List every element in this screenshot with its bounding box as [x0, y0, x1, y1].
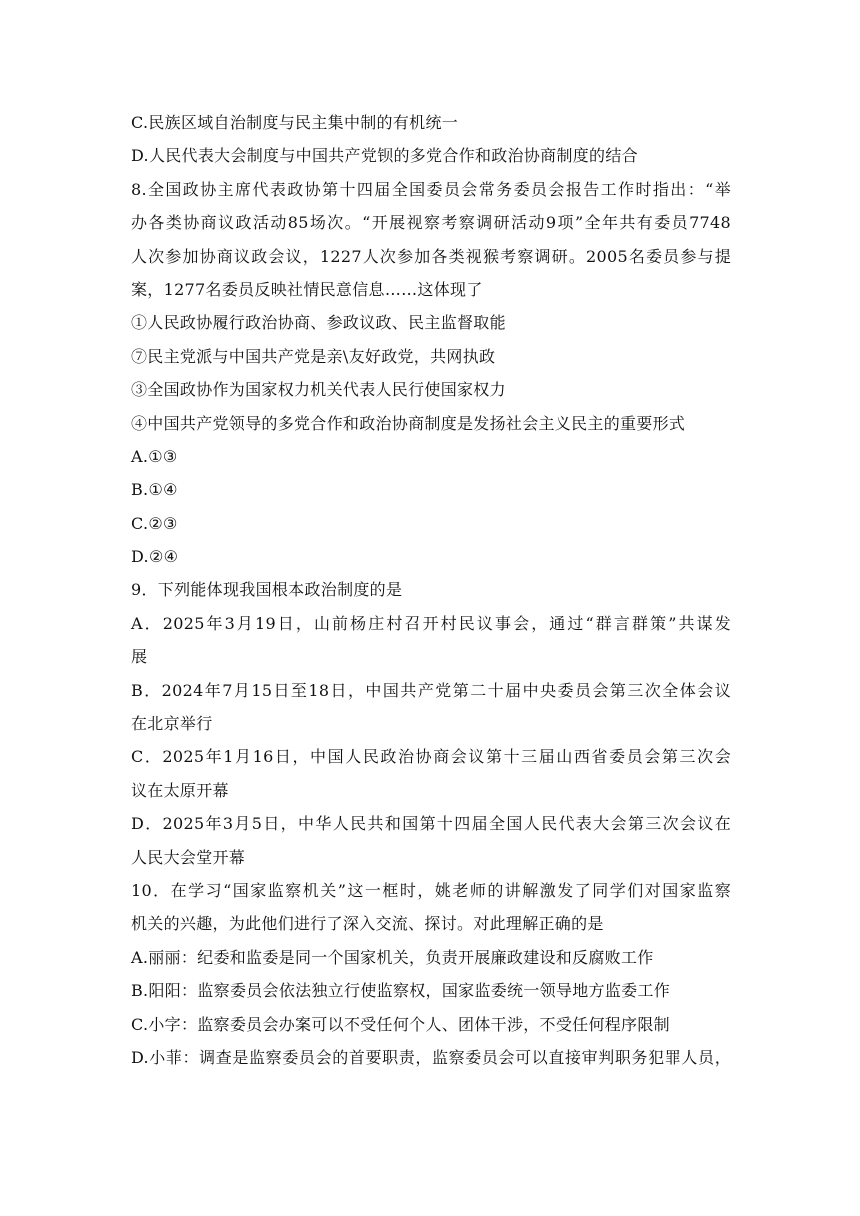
statement-3: ③全国政协作为国家权力机关代表人民行使国家权力 — [131, 380, 506, 400]
statement-1: ①人民政协履行政治协商、参政议政、民主监督取能 — [131, 313, 506, 333]
q8-option-a: A.①③ — [131, 446, 178, 466]
q9-option-a-line-2: 展 — [131, 647, 148, 667]
q9-option-a-line-1: A．2025年3月19日，山前杨庄村召开村民议事会，通过“群言群策”共谋发 — [131, 613, 731, 633]
q9-option-c-line-1: C．2025年1月16日，中国人民政治协商会议第十三届山西省委员会第三次会 — [131, 747, 731, 767]
statement-4: ④中国共产党领导的多党合作和政治协商制度是发扬社会主义民主的重要形式 — [131, 413, 686, 433]
q10-option-b: B.阳阳：监察委员会依法独立行使监察权，国家监委统一领导地方监委工作 — [131, 981, 671, 1001]
question-8-line-1: 8.全国政协主席代表政协第十四届全国委员会常务委员会报告工作时指出：“举 — [131, 179, 731, 199]
q9-option-d-line-1: D．2025年3月5日，中华人民共和国第十四届全国人民代表大会第三次会议在 — [131, 814, 731, 834]
question-9-stem: 9．下列能体现我国根本政治制度的是 — [131, 580, 403, 600]
q9-option-c-line-2: 议在太原开幕 — [131, 780, 229, 800]
q8-option-d: D.②④ — [131, 547, 179, 567]
option-c-line: C.民族区域自治制度与民主集中制的有机统一 — [131, 113, 459, 132]
q9-option-b-line-1: B．2024年7月15日至18日，中国共产党第二十届中央委员会第三次全体会议 — [131, 680, 731, 700]
question-10-line-2: 机关的兴趣，为此他们进行了深入交流、探讨。对此理解正确的是 — [131, 914, 604, 934]
document-text — [131, 106, 731, 1074]
question-8-line-4: 案，1277名委员反映社情民意信息……这体现了 — [131, 279, 483, 299]
q10-option-c: C.小字：监察委员会办案可以不受任何个人、团体干涉，不受任何程序限制 — [131, 1014, 670, 1034]
q8-option-c: C.②③ — [131, 513, 178, 533]
statement-2: ⑦民主党派与中国共产党是亲\友好政党，共网执政 — [131, 346, 496, 366]
q9-option-b-line-2: 在北京举行 — [131, 714, 213, 734]
q9-option-d-line-2: 人民大会堂开幕 — [131, 847, 246, 867]
question-10-line-1: 10．在学习“国家监察机关”这一框时，姚老师的讲解激发了同学们对国家监察 — [131, 880, 731, 900]
option-d-line: D.人民代表大会制度与中国共产党钡的多党合作和政治协商制度的结合 — [131, 146, 638, 166]
question-8-line-2: 办各类协商议政活动85场次。“开展视察考察调研活动9项”全年共有委员7748 — [131, 213, 731, 233]
q10-option-d: D.小菲：调查是监察委员会的首要职责，监察委员会可以直接审判职务犯罪人员， — [131, 1047, 731, 1067]
q10-option-a: A.丽丽：纪委和监委是同一个国家机关，负责开展廉政建设和反腐败工作 — [131, 947, 654, 967]
q8-option-b: B.①④ — [131, 480, 178, 500]
question-8-line-3: 人次参加协商议政会议，1227人次参加各类视猴考察调研。2005名委员参与提 — [131, 246, 731, 266]
